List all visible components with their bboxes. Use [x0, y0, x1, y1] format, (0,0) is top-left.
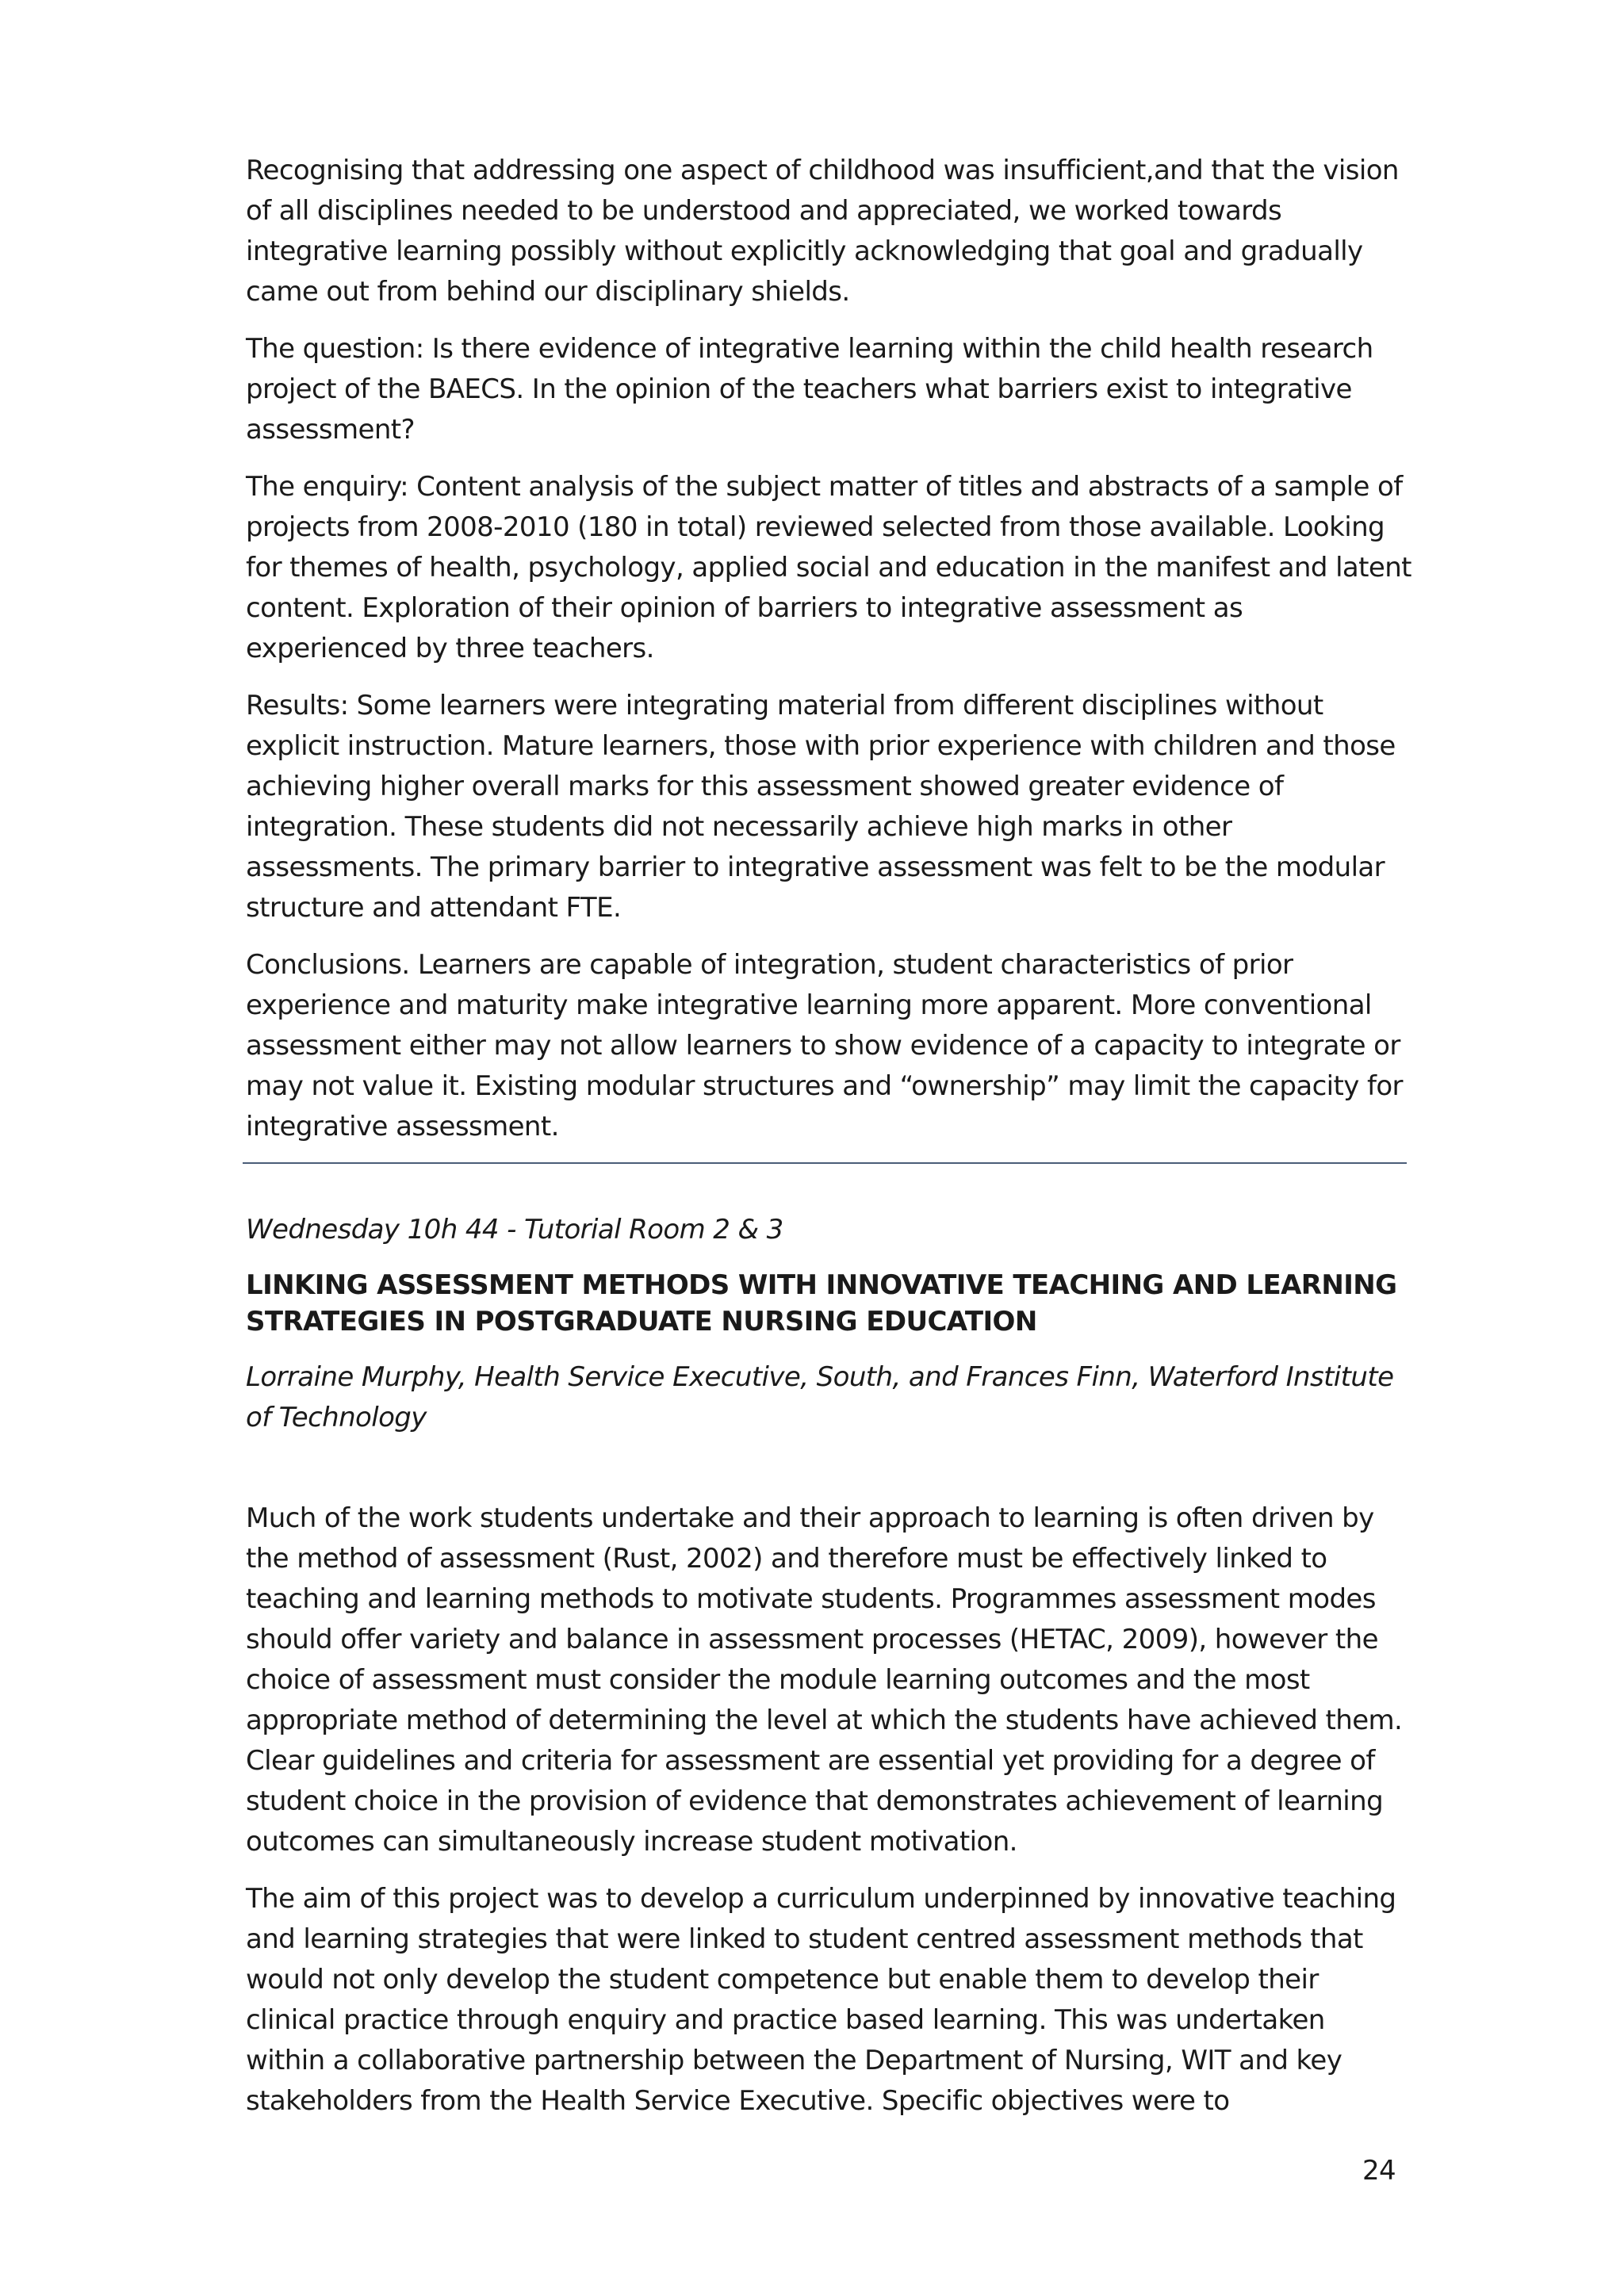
- paragraph-recognising: Recognising that addressing one aspect of childhood was insufficient,and that the vision of all disciplines needed to be understood and appreciated, we worked towards integrative learning possibly without explicitly acknowledging that goal and gradually came out from behind our disciplinary shields.: [246, 155, 1399, 308]
- session-info: Wednesday 10h 44 - Tutorial Room 2 & 3: [246, 1214, 783, 1246]
- top-abstract-body: [246, 151, 1411, 1164]
- abstract-authors: Lorraine Murphy, Health Service Executive, South, and Frances Finn, Waterford Institute of Technology: [246, 1361, 1394, 1433]
- paragraph-assessment: Much of the work students undertake and their approach to learning is often driven by the method of assessment (Rust, 2002) and therefore must be effectively linked to teaching and learning methods to motivate students. Programmes assessment modes should offer variety and balance in assessment processes (HETAC, 2009), however the choice of assessment must consider the module learning outcomes and the most appropriate method of determining the level at which the students have achieved them. Clear guidelines and criteria for assessment are essential yet providing for a degree of student choice in the provision of evidence that demonstrates achievement of learning outcomes can simultaneously increase student motivation.: [246, 1502, 1403, 1858]
- abstract-section: [246, 1210, 1411, 2138]
- paragraph-conclusions: Conclusions. Learners are capable of integration, student characteristics of prior experience and maturity make integrative learning more apparent. More conventional assessment either may not allow learners to show evidence of a capacity to integrate or may not value it. Existing modular structures and “ownership” may limit the capacity for integrative assessment.: [246, 949, 1403, 1142]
- page-number: 24: [1362, 2155, 1396, 2187]
- paragraph-aim: The aim of this project was to develop a curriculum underpinned by innovative teaching and learning strategies that were linked to student centred assessment methods that would not only develop the student competence but enable them to develop their clinical practice through enquiry and practice based learning. This was undertaken within a collaborative partnership between the Department of Nursing, WIT and key stakeholders from the Health Service Executive. Specific objectives were to: [246, 1883, 1396, 2117]
- section-divider: [243, 1162, 1407, 1164]
- paragraph-results: Results: Some learners were integrating material from different disciplines without explicit instruction. Mature learners, those with prior experience with children and those achieving higher overall marks for this assessment showed greater evidence of integration. These students did not necessarily achieve high marks in other assessments. The primary barrier to integrative assessment was felt to be the modular structure and attendant FTE.: [246, 690, 1396, 924]
- paragraph-question: The question: Is there evidence of integrative learning within the child health research project of the BAECS. In the opinion of the teachers what barriers exist to integrative assessment?: [246, 333, 1373, 446]
- paragraph-enquiry: The enquiry: Content analysis of the subject matter of titles and abstracts of a sample of projects from 2008-2010 (180 in total) reviewed selected from those available. Looking for themes of health, psychology, applied social and education in the manifest and latent content. Exploration of their opinion of barriers to integrative assessment as experienced by three teachers.: [246, 471, 1411, 664]
- abstract-title: LINKING ASSESSMENT METHODS WITH INNOVATIVE TEACHING AND LEARNING STRATEGIES IN POSTGRADUATE NURSING EDUCATION: [246, 1269, 1397, 1337]
